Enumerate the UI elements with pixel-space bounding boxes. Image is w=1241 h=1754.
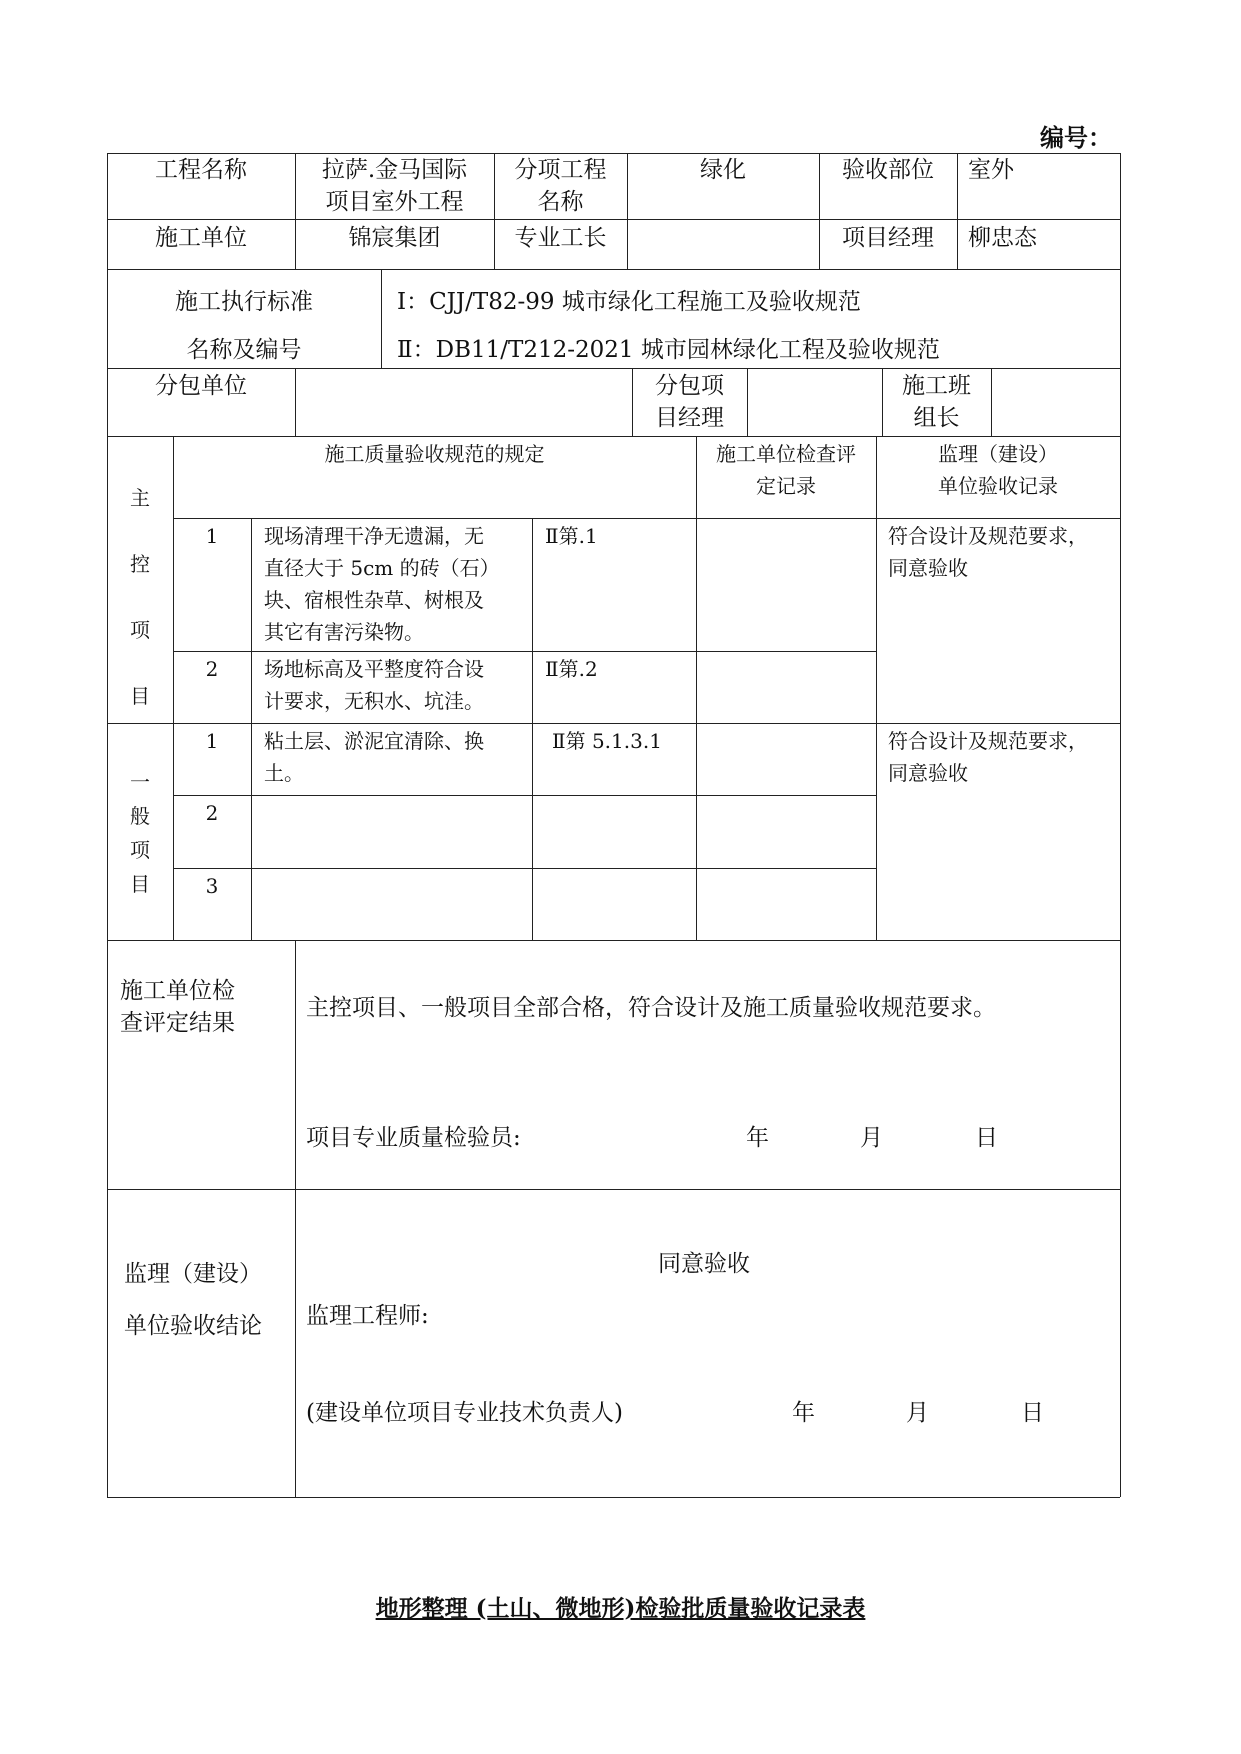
- row-divider: [107, 723, 1120, 724]
- general-item-no: 3: [205, 874, 219, 898]
- row-divider: [107, 1189, 1120, 1190]
- col-divider: [295, 368, 296, 436]
- col-divider: [991, 368, 992, 436]
- project-name-label: 工程名称: [155, 157, 247, 183]
- contractor-record-header: 施工单位检查评 定记录: [716, 442, 856, 498]
- foreman-label: 专业工长: [514, 225, 607, 251]
- main-item-text: 现场清理干净无遗漏，无 直径大于 5cm 的砖（石） 块、宿根性杂草、树根及 其它有害污染物。: [264, 524, 500, 644]
- col-divider: [696, 436, 697, 940]
- main-item-ref: Ⅱ第.2: [545, 657, 598, 681]
- supervisor-record-header: 监理（建设） 单位验收记录: [938, 442, 1058, 498]
- row-divider: [173, 868, 876, 869]
- row-divider: [173, 795, 876, 796]
- supervisor-day: 日: [1021, 1400, 1044, 1426]
- main-item-no: 2: [205, 657, 219, 681]
- subcontract-pm-label: 分包项 目经理: [655, 373, 724, 431]
- supervisor-result-text: 同意验收: [658, 1251, 750, 1277]
- supervisor-engineer-label: 监理工程师:: [306, 1303, 429, 1329]
- row-divider: [173, 651, 876, 652]
- contractor-result-text: 主控项目、一般项目全部合格，符合设计及施工质量验收规范要求。: [306, 995, 996, 1021]
- main-items-side-label: 主 控 项 目: [130, 486, 150, 708]
- pm-label: 项目经理: [842, 225, 934, 251]
- table-border-right: [1120, 153, 1121, 1497]
- project-name-value: 拉萨.金马国际 项目室外工程: [321, 157, 468, 215]
- subitem-value: 绿化: [700, 157, 746, 183]
- col-divider: [876, 436, 877, 940]
- contractor-day: 日: [975, 1125, 998, 1151]
- main-item-no: 1: [205, 524, 219, 548]
- supervisor-month: 月: [906, 1400, 929, 1426]
- col-divider: [381, 269, 382, 368]
- contractor-label: 施工单位: [155, 225, 247, 251]
- supervisor-result-label: 监理（建设） 单位验收结论: [124, 1261, 262, 1339]
- general-item-ref: Ⅱ第 5.1.3.1: [552, 729, 662, 753]
- row-divider: [107, 269, 1120, 270]
- contractor-value: 锦宸集团: [348, 225, 441, 251]
- inspector-label: 项目专业质量检验员:: [306, 1125, 521, 1151]
- acceptance-part-value: 室外: [968, 157, 1014, 183]
- general-item-no: 2: [205, 801, 219, 825]
- col-divider: [251, 518, 252, 940]
- pm-value: 柳忠态: [968, 225, 1037, 251]
- row-divider: [107, 219, 1120, 220]
- spec-header: 施工质量验收规范的规定: [324, 442, 545, 466]
- general-item-no: 1: [205, 729, 219, 753]
- owner-label: (建设单位项目专业技术负责人): [306, 1400, 623, 1426]
- subitem-label: 分项工程 名称: [514, 157, 607, 215]
- row-divider: [173, 518, 1120, 519]
- general-supervisor-note: 符合设计及规范要求， 同意验收: [888, 729, 1088, 785]
- team-leader-label: 施工班 组长: [902, 373, 971, 431]
- contractor-year: 年: [746, 1125, 769, 1151]
- col-divider: [532, 518, 533, 940]
- document-title: 地形整理 (土山、微地形)检验批质量验收记录表: [375, 1595, 866, 1622]
- standard-2: Ⅱ：DB11/T212-2021 城市园林绿化工程及验收规范: [397, 337, 940, 363]
- col-divider: [295, 940, 296, 1497]
- col-divider: [747, 368, 748, 436]
- col-divider: [957, 153, 958, 269]
- general-item-text: 粘土层、淤泥宜清除、换 土。: [264, 729, 484, 785]
- code-label: 编号：: [1040, 123, 1112, 152]
- standard-1: Ⅰ：CJJ/T82-99 城市绿化工程施工及验收规范: [397, 289, 861, 315]
- supervisor-year: 年: [792, 1400, 815, 1426]
- main-item-ref: Ⅱ第.1: [545, 524, 598, 548]
- acceptance-part-label: 验收部位: [842, 157, 934, 183]
- main-supervisor-note: 符合设计及规范要求， 同意验收: [888, 524, 1088, 580]
- standards-label: 施工执行标准 名称及编号: [175, 289, 313, 363]
- col-divider: [173, 436, 174, 940]
- contractor-month: 月: [860, 1125, 883, 1151]
- contractor-result-label: 施工单位检 查评定结果: [120, 978, 235, 1036]
- main-item-text: 场地标高及平整度符合设 计要求，无积水、坑洼。: [264, 657, 484, 713]
- table-border-bottom: [107, 1497, 1120, 1498]
- row-divider: [107, 940, 1120, 941]
- row-divider: [107, 436, 1120, 437]
- standards-values: [397, 278, 940, 374]
- general-items-side-label: 一 般 项 目: [130, 770, 150, 896]
- subcontract-label: 分包单位: [155, 373, 247, 399]
